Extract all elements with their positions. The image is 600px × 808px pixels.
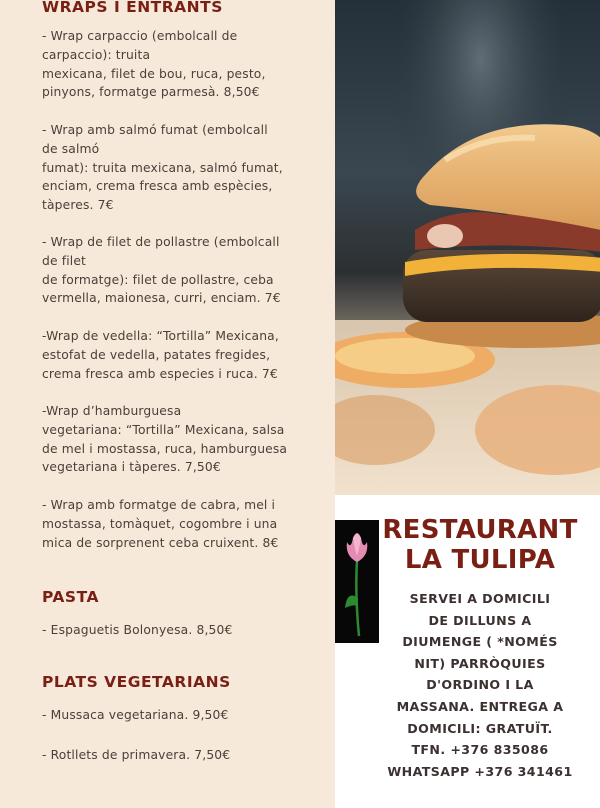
restaurant-name-line2: LA TULIPA [404, 545, 556, 575]
delivery-info: SERVEI A DOMICILI DE DILLUNS A DIUMENGE ( *NOMÉS NIT) PARRÒQUIES D'ORDINO I LA MASSANA. ENTREGA A DOMICILI: GRATUÏT. TFN. +376 835086 WHATSAPP +376 341461 [380, 588, 580, 782]
menu-item-rotllets: - Rotllets de primavera. 7,50€ [42, 748, 231, 762]
menu-item-wrap-vedella: -Wrap de vedella: “Tortilla” Mexicana, estofat de vedella, patates fregides, crema fresca amb especies i ruca. 7€ [42, 329, 279, 381]
section-title-wraps: WRAPS I ENTRANTS [42, 0, 223, 16]
burger-photo [335, 0, 600, 495]
whatsapp-number: WHATSAPP +376 341461 [387, 763, 573, 779]
menu-item-mussaca: - Mussaca vegetariana. 9,50€ [42, 708, 229, 722]
section-title-pasta: PASTA [42, 588, 99, 606]
phone-number: TFN. +376 835086 [411, 742, 549, 758]
restaurant-name-line1: RESTAURANT [382, 515, 578, 545]
section-title-vegetarians: PLATS VEGETARIANS [42, 673, 231, 691]
menu-item-wrap-cabra: - Wrap amb formatge de cabra, mel i mostassa, tomàquet, cogombre i una mica de sorprenent ceba cruixent. 8€ [42, 498, 279, 550]
tulip-icon [335, 520, 379, 643]
menu-item-wrap-hamburguesa: -Wrap d’hamburguesa vegetariana: “Tortilla” Mexicana, salsa de mel i mostassa, ruca, hamburguesa vegetariana i tàperes. 7,50€ [42, 404, 288, 475]
menu-item-wrap-pollastre: - Wrap de filet de pollastre (embolcall de filet de formatge): filet de pollastre, ceba vermella, maionesa, curri, enciam. 7€ [42, 235, 281, 306]
menu-item-wrap-salmo: - Wrap amb salmó fumat (embolcall de salmó fumat): truita mexicana, salmó fumat, enciam, crema fresca amb espècies, tàperes. 7€ [42, 123, 283, 213]
menu-item-espaguetis: - Espaguetis Bolonyesa. 8,50€ [42, 623, 233, 637]
menu-item-wrap-carpaccio: - Wrap carpaccio (embolcall de carpaccio): truita mexicana, filet de bou, ruca, pesto, pinyons, formatge parmesà. 8,50€ [42, 29, 266, 100]
